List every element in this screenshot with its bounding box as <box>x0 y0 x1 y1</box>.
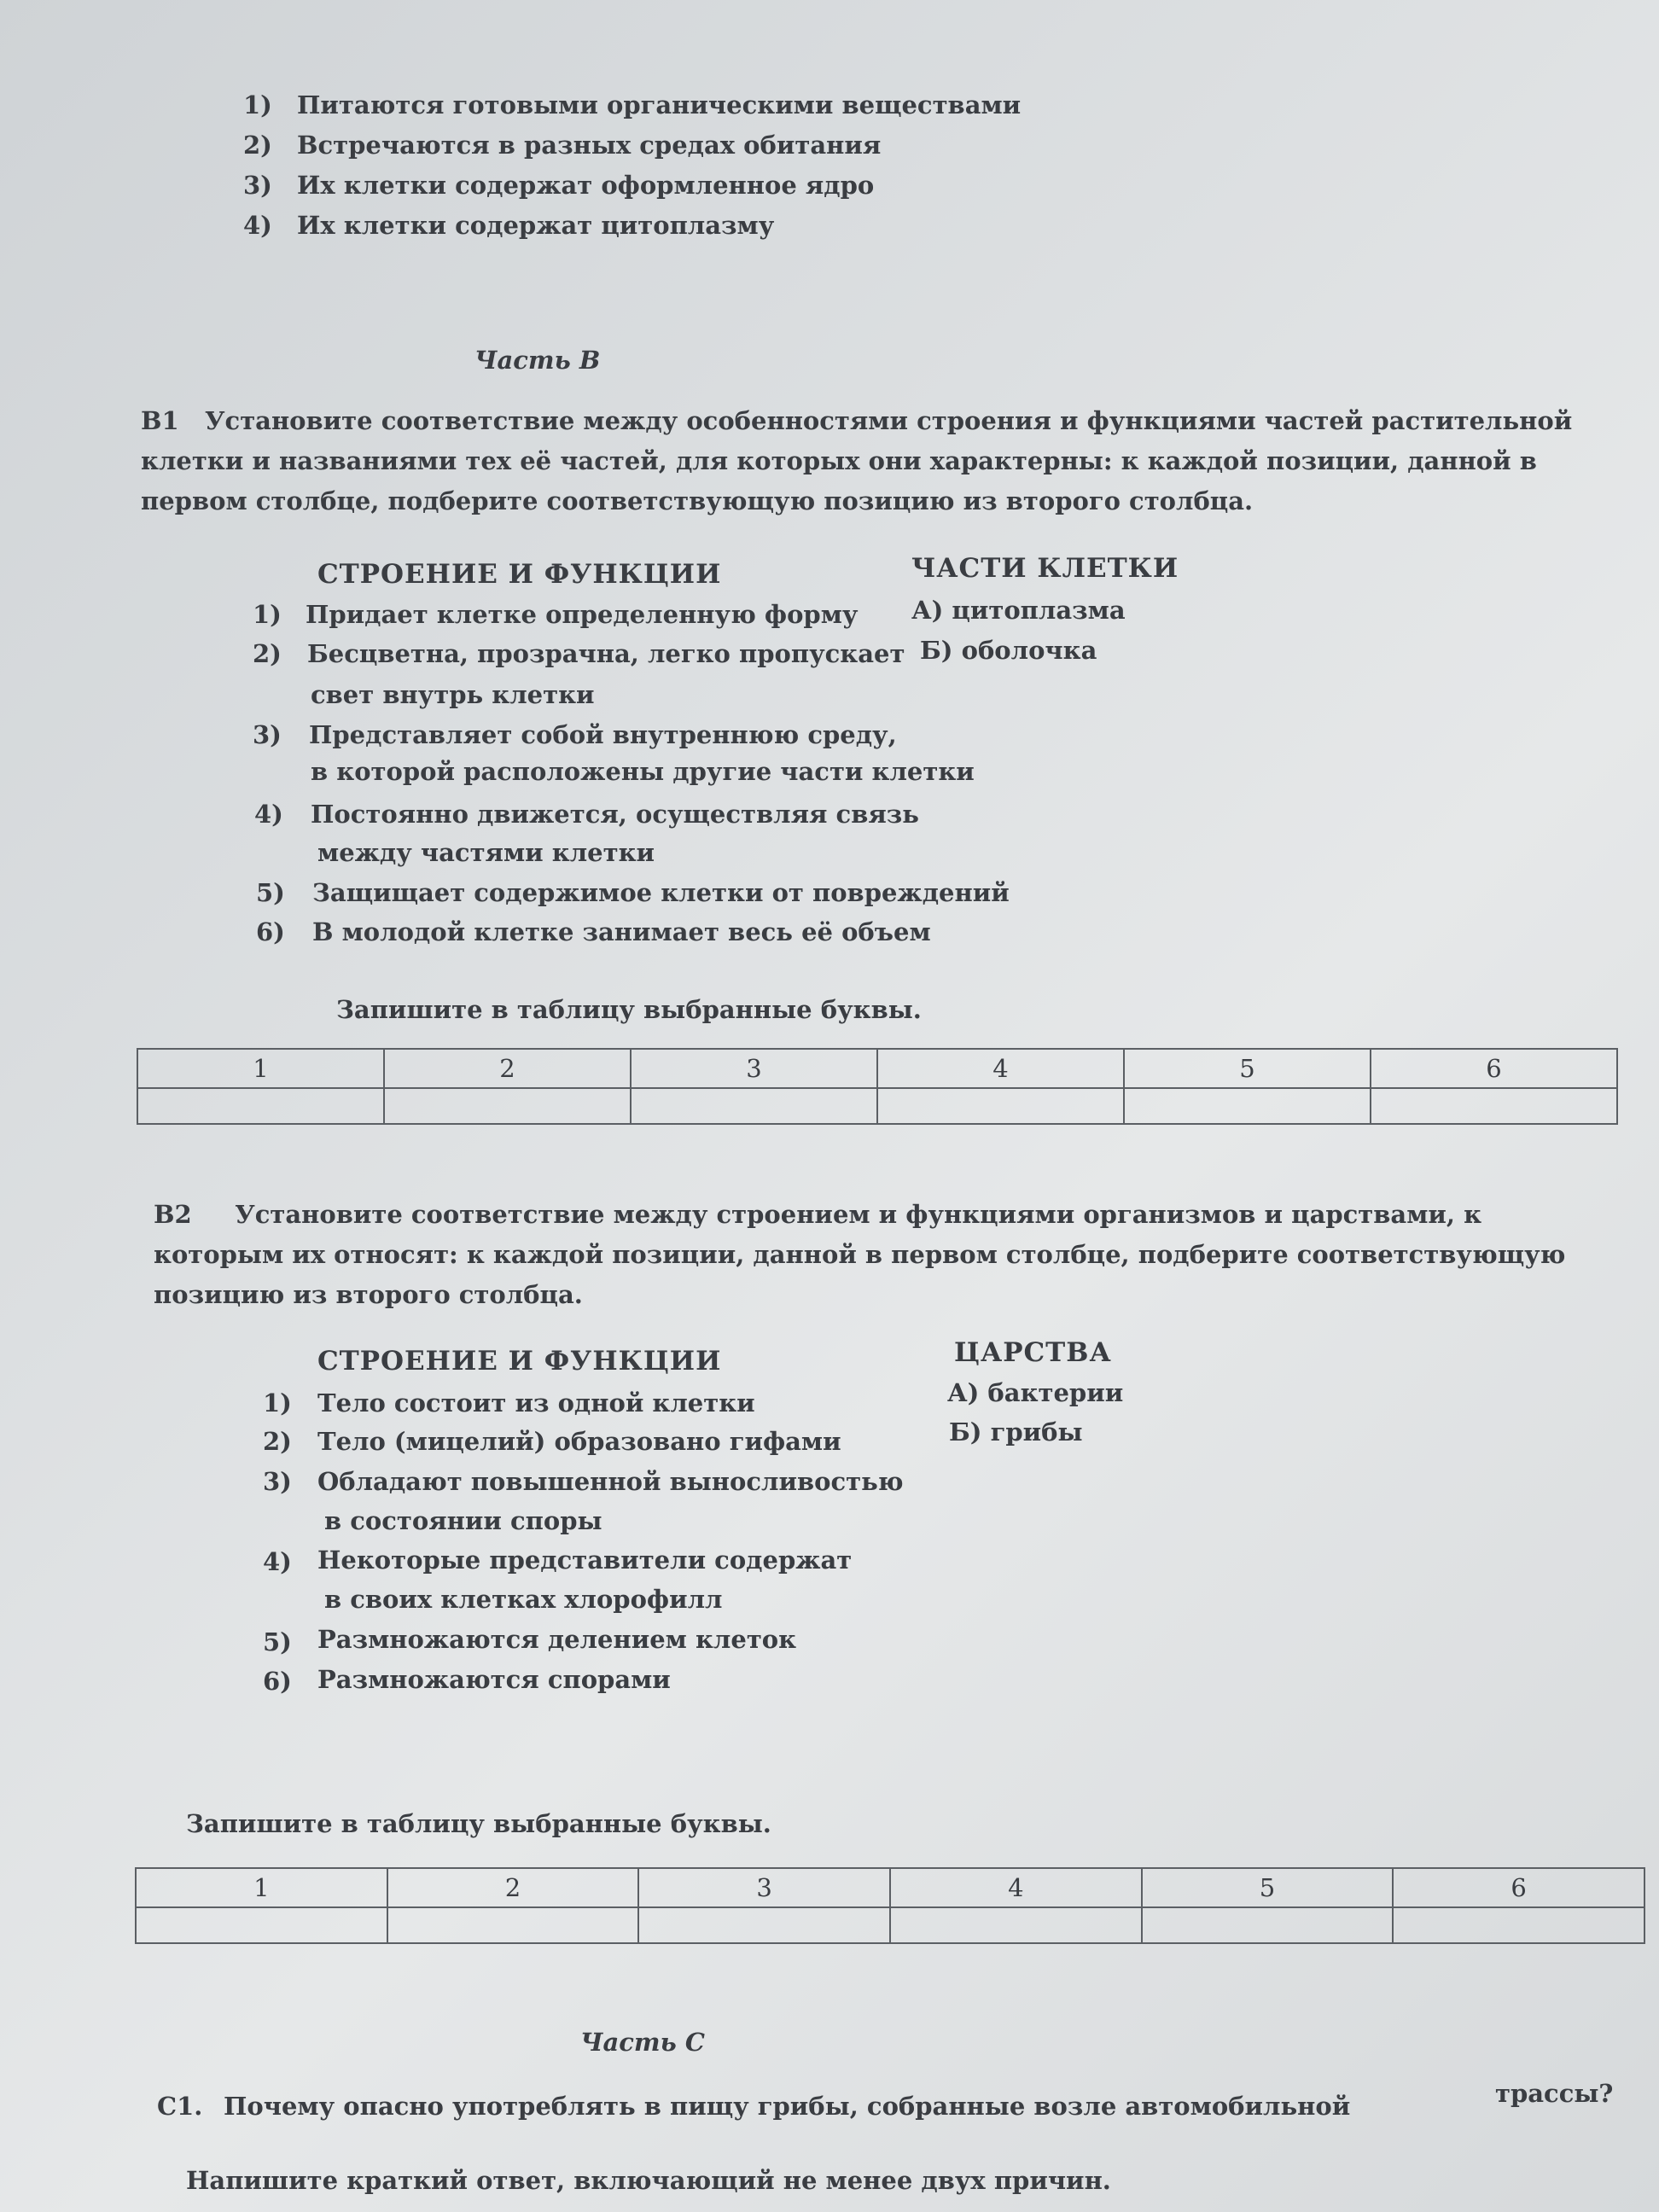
b1-item-number: 4) <box>254 800 283 829</box>
b2-right-column-heading: ЦАРСТВА <box>954 1337 1112 1368</box>
b2-task-text: Установите соответствие между строением и функциями организмов и царствами, к которым их относят: к каждой позиции, данной в первом столбце, подберите соответствующую позицию из второго столбца. <box>154 1200 1566 1309</box>
b1-item-text: Бесцветна, прозрачна, легко пропускает <box>307 639 905 668</box>
top-item-text: Их клетки содержат оформленное ядро <box>297 171 875 200</box>
b2-instruction: Запишите в таблицу выбранные буквы. <box>186 1809 771 1838</box>
b1-right-column-heading: ЧАСТИ КЛЕТКИ <box>911 553 1179 584</box>
b2-table-header: 1 <box>136 1868 387 1907</box>
b1-table-header: 6 <box>1371 1049 1617 1088</box>
b2-item-text: Обладают повышенной выносливостью <box>317 1467 904 1496</box>
b2-answer-cell[interactable] <box>890 1907 1142 1943</box>
b1-table-header: 2 <box>384 1049 631 1088</box>
b2-label: В2 <box>154 1200 192 1229</box>
b2-item-text: Размножаются спорами <box>317 1665 671 1694</box>
part-c-heading: Часть С <box>580 2028 705 2057</box>
b2-item-text: в своих клетках хлорофилл <box>324 1585 723 1614</box>
b1-item-number: 1) <box>253 600 282 629</box>
top-item-number: 3) <box>243 171 272 200</box>
b2-option-a: А) бактерии <box>947 1378 1124 1407</box>
c1-question: Почему опасно употреблять в пищу грибы, собранные возле автомобильной <box>224 2092 1351 2121</box>
b1-item-number: 2) <box>253 639 282 668</box>
b2-answer-cell[interactable] <box>1393 1907 1644 1943</box>
b2-answer-cell[interactable] <box>638 1907 890 1943</box>
b2-table-header: 2 <box>387 1868 639 1907</box>
b1-answer-cell[interactable] <box>384 1088 631 1124</box>
c1-question-end: трассы? <box>1495 2079 1614 2108</box>
top-item-text: Их клетки содержат цитоплазму <box>297 211 775 240</box>
b1-table-header: 3 <box>631 1049 877 1088</box>
c1-instruction: Напишите краткий ответ, включающий не менее двух причин. <box>186 2166 1111 2195</box>
b1-answer-cell[interactable] <box>877 1088 1124 1124</box>
b2-answer-cell[interactable] <box>1142 1907 1394 1943</box>
b1-item-text: Защищает содержимое клетки от повреждений <box>312 878 1010 907</box>
b2-item-text: Некоторые представители содержат <box>317 1545 853 1575</box>
b1-answer-cell[interactable] <box>1371 1088 1617 1124</box>
b2-table-header: 6 <box>1393 1868 1644 1907</box>
b1-item-text: Придает клетке определенную форму <box>306 600 859 629</box>
b1-instruction: Запишите в таблицу выбранные буквы. <box>336 995 922 1024</box>
b2-item-number: 2) <box>263 1427 292 1456</box>
top-item-number: 1) <box>243 90 272 119</box>
b1-item-number: 3) <box>253 720 282 749</box>
top-item-text: Питаются готовыми органическими веществами <box>297 90 1022 119</box>
b1-label: В1 <box>141 406 179 435</box>
b1-item-text: В молодой клетке занимает весь её объем <box>312 917 931 946</box>
b2-answer-cell[interactable] <box>387 1907 639 1943</box>
b2-task <box>154 1195 1587 1315</box>
b2-table-header: 4 <box>890 1868 1142 1907</box>
b1-item-text: в которой расположены другие части клетки <box>311 757 975 786</box>
b2-item-text: Размножаются делением клеток <box>317 1625 797 1654</box>
b1-task-text: Установите соответствие между особенностями строения и функциями частей растительной клетки и названиями тех её частей, для которых они характерны: к каждой позиции, данной в первом столбце, подберите соответствующую позицию из второго столбца. <box>141 406 1573 515</box>
part-b-heading: Часть В <box>474 346 601 375</box>
b1-answer-cell[interactable] <box>137 1088 384 1124</box>
b1-item-number: 5) <box>256 878 285 907</box>
b1-option-b: Б) оболочка <box>920 636 1097 665</box>
b1-answer-table <box>137 1048 1618 1125</box>
b2-answer-table <box>135 1867 1645 1944</box>
b1-table-header: 4 <box>877 1049 1124 1088</box>
b2-table-header: 3 <box>638 1868 890 1907</box>
b2-item-text: Тело состоит из одной клетки <box>317 1388 755 1417</box>
b1-item-text: Представляет собой внутреннюю среду, <box>309 720 897 749</box>
b2-left-column-heading: СТРОЕНИЕ И ФУНКЦИИ <box>317 1346 722 1377</box>
b1-table-header: 1 <box>137 1049 384 1088</box>
top-item-number: 2) <box>243 131 272 160</box>
b2-table-header: 5 <box>1142 1868 1394 1907</box>
b2-item-number: 1) <box>263 1388 292 1417</box>
b2-item-number: 3) <box>263 1467 292 1496</box>
b2-item-number: 6) <box>263 1667 292 1696</box>
top-item-number: 4) <box>243 211 272 240</box>
b2-item-text: в состоянии споры <box>324 1506 602 1535</box>
b1-item-text: между частями клетки <box>317 838 655 867</box>
b2-option-b: Б) грибы <box>949 1417 1083 1447</box>
b2-item-number: 5) <box>263 1627 292 1656</box>
b1-item-number: 6) <box>256 917 285 946</box>
b1-answer-cell[interactable] <box>631 1088 877 1124</box>
c1-label: С1. <box>157 2092 203 2121</box>
b1-answer-cell[interactable] <box>1124 1088 1371 1124</box>
b2-answer-cell[interactable] <box>136 1907 387 1943</box>
b1-left-column-heading: СТРОЕНИЕ И ФУНКЦИИ <box>317 559 722 590</box>
b1-table-header: 5 <box>1124 1049 1371 1088</box>
b1-item-text: Постоянно движется, осуществляя связь <box>311 800 919 829</box>
b2-item-number: 4) <box>263 1547 292 1576</box>
top-item-text: Встречаются в разных средах обитания <box>297 131 882 160</box>
b1-task <box>141 401 1592 521</box>
b2-item-text: Тело (мицелий) образовано гифами <box>317 1427 841 1456</box>
b1-item-text: свет внутрь клетки <box>311 680 595 709</box>
b1-option-a: А) цитоплазма <box>911 596 1126 625</box>
